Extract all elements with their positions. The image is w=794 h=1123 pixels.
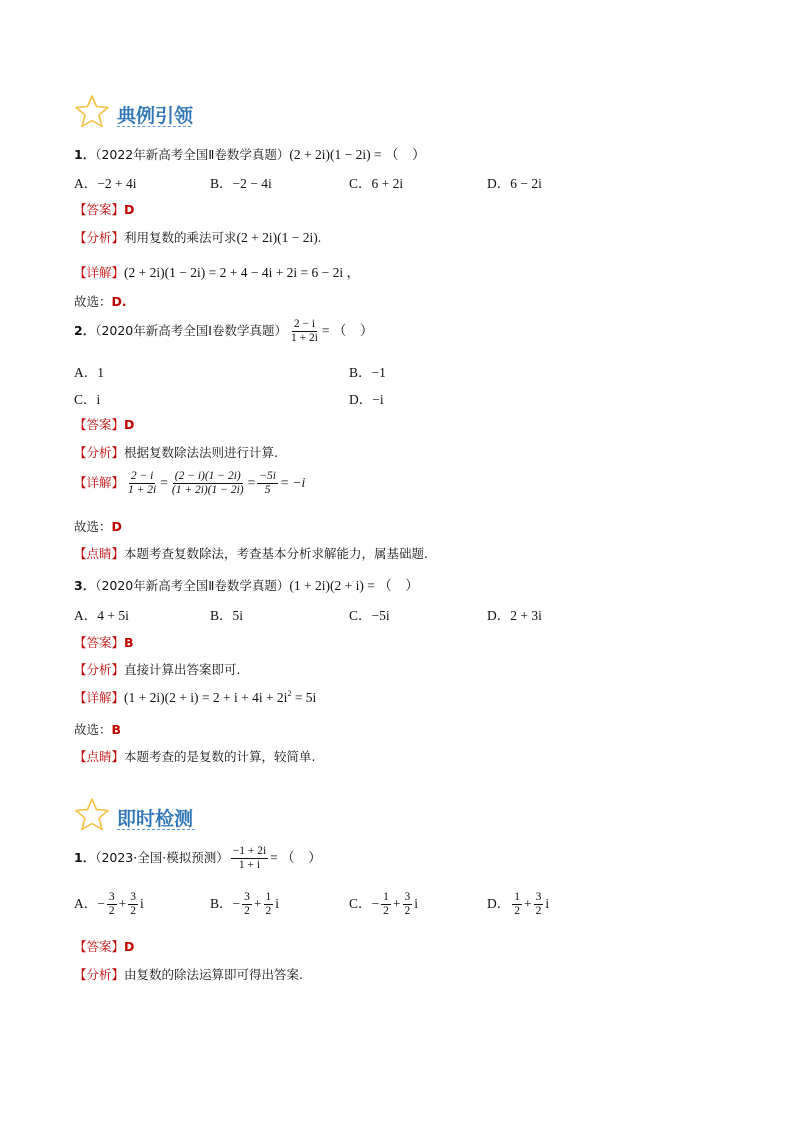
detail-label: 【详解】	[74, 265, 125, 280]
option-a: A．4 + 5i	[74, 608, 129, 623]
question-source: （2023·全国·模拟预测）	[95, 850, 229, 865]
answer-label: 【答案】	[74, 939, 125, 954]
option-fraction	[534, 891, 544, 918]
detail-line	[74, 688, 316, 706]
detail-math: (1 + 2i)(2 + i) = 2 + i + 4i + 2i	[124, 690, 288, 705]
choose-label: 故选：	[74, 519, 112, 534]
option-letter: D．	[487, 896, 511, 911]
answer-line	[74, 200, 134, 218]
question-3-stem	[74, 574, 419, 594]
option-sign: −	[371, 896, 380, 911]
comment-label: 【点睛】	[74, 749, 125, 764]
option-operator: +	[118, 896, 127, 911]
analysis-line	[74, 443, 278, 461]
answer-label: 【答案】	[74, 635, 125, 650]
option-b: B．5i	[210, 608, 244, 623]
detail-fraction-1	[126, 470, 158, 497]
analysis-text: 根据复数除法法则进行计算.	[124, 445, 278, 460]
option-c: C．i	[74, 392, 101, 407]
fraction-numerator: 3	[404, 891, 411, 903]
option-sign: −	[97, 896, 105, 911]
fraction-numerator: −5i	[259, 470, 276, 482]
option-d: D．2 + 3i	[487, 608, 542, 623]
option-c: C．6 + 2i	[349, 176, 404, 191]
fraction-numerator: (2 − i)(1 − 2i)	[174, 470, 241, 482]
option-a: A．−2 + 4i	[74, 176, 137, 191]
answer-value: B	[124, 635, 134, 650]
detail-exponent: 2	[287, 689, 292, 698]
analysis-label: 【分析】	[74, 230, 125, 245]
analysis-text: 直接计算出答案即可.	[124, 662, 241, 677]
option-operator: +	[392, 896, 401, 911]
option-d: D．6 − 2i	[487, 176, 542, 191]
comment-line	[74, 544, 428, 562]
option-d: D．−i	[349, 392, 384, 407]
analysis-label: 【分析】	[74, 662, 125, 677]
analysis-text: 由复数的除法运算即可得出答案.	[124, 967, 303, 982]
option-operator: +	[524, 896, 532, 911]
question-number: 3．	[74, 578, 96, 593]
question-fraction	[289, 318, 320, 345]
analysis-math: (2 + 2i)(1 − 2i).	[236, 230, 322, 245]
question-1-stem	[74, 143, 426, 163]
option-imag-unit: i	[275, 896, 280, 911]
detail-line: 【详解】 $\frac{2 - i}{1 + 2i}$ = $\frac{(2 - i)(1 - 2i)}{(1 + 2i)(1 - 2i)}$ = $\frac{-5i}{5}$ = −i	[74, 470, 306, 496]
fraction-denominator: 1 + i	[238, 859, 261, 871]
option-letter: C．	[349, 896, 372, 911]
detail-math: (2 + 2i)(1 − 2i) = 2 + 4 − 4i + 2i = 6 − 2i ，	[124, 265, 361, 280]
question-number: 1．	[74, 147, 96, 162]
analysis-label: 【分析】	[74, 445, 125, 460]
fraction-denominator: 2	[108, 905, 115, 917]
option-fraction	[107, 891, 117, 918]
comment-text: 本题考查的是复数的计算，较简单.	[124, 749, 316, 764]
fraction-denominator: 2	[383, 905, 389, 917]
choose-value: B	[111, 722, 122, 737]
option-fraction	[242, 891, 252, 918]
section-title-examples: 典例引领	[117, 105, 194, 127]
choose-line	[74, 720, 121, 738]
fraction-denominator: 2	[535, 905, 542, 917]
fraction-denominator: (1 + 2i)(1 − 2i)	[171, 484, 244, 496]
answer-value: D	[124, 939, 135, 954]
option-imag-unit: i	[414, 896, 419, 911]
choose-value: D	[111, 519, 122, 534]
fraction-denominator: 1 + 2i	[128, 484, 157, 496]
option-a	[74, 891, 144, 918]
option-fraction	[512, 891, 522, 918]
question-expression: (2 + 2i)(1 − 2i) = （ ）	[289, 147, 426, 162]
answer-line	[74, 633, 134, 651]
fraction-numerator: 2 − i	[293, 318, 316, 330]
question-tail: = （ ）	[321, 323, 374, 338]
answer-line	[74, 415, 134, 433]
detail-fraction-2	[170, 470, 246, 497]
fraction-denominator: 2	[514, 905, 520, 917]
answer-label: 【答案】	[74, 202, 125, 217]
fraction-denominator: 2	[130, 905, 136, 917]
answer-line	[74, 937, 134, 955]
detail-fraction-3	[257, 470, 278, 497]
analysis-label: 【分析】	[74, 967, 125, 982]
choose-value: D.	[111, 294, 127, 309]
practice-1-stem	[74, 845, 322, 872]
fraction-denominator: 1 + 2i	[290, 332, 318, 344]
fraction-numerator: 3	[535, 891, 542, 903]
fraction-denominator: 2	[404, 905, 411, 917]
section-underline	[117, 126, 191, 127]
section-underline	[117, 829, 195, 830]
analysis-line	[74, 660, 241, 678]
question-tail: = （ ）	[270, 850, 322, 865]
option-b	[210, 891, 279, 918]
comment-line	[74, 747, 316, 765]
question-number: 2．	[74, 323, 96, 338]
fraction-numerator: 3	[108, 891, 115, 903]
option-fraction	[381, 891, 391, 918]
detail-label: 【详解】	[74, 690, 125, 705]
fraction-numerator: 2 − i	[130, 470, 154, 482]
option-d	[487, 891, 549, 918]
star-icon	[74, 797, 110, 831]
analysis-text: 利用复数的乘法可求	[124, 230, 237, 245]
option-operator: +	[253, 896, 262, 911]
choose-label: 故选：	[74, 722, 112, 737]
fraction-denominator: 2	[244, 905, 250, 917]
fraction-numerator: 1	[265, 891, 272, 903]
option-imag-unit: i	[545, 896, 550, 911]
question-source: （2020年新高考全国Ⅰ卷数学真题）	[95, 323, 287, 338]
choose-line	[74, 292, 127, 310]
detail-result: = 5i	[291, 690, 317, 705]
detail-label: 【详解】	[74, 475, 125, 490]
option-fraction	[403, 891, 413, 918]
question-source: （2022年新高考全国Ⅱ卷数学真题）	[95, 147, 290, 162]
option-fraction	[264, 891, 274, 918]
analysis-line	[74, 965, 303, 983]
option-sign: −	[232, 896, 241, 911]
choose-line	[74, 517, 122, 535]
question-expression: (1 + 2i)(2 + i) = （ ）	[289, 578, 419, 593]
fraction-denominator: 5	[264, 484, 271, 496]
question-source: （2020年新高考全国Ⅱ卷数学真题）	[95, 578, 290, 593]
option-fraction	[128, 891, 138, 918]
star-icon	[74, 94, 110, 128]
fraction-denominator: 2	[265, 905, 272, 917]
comment-label: 【点睛】	[74, 546, 125, 561]
fraction-numerator: 1	[383, 891, 389, 903]
option-letter: A．	[74, 896, 98, 911]
option-b: B．−1	[349, 365, 386, 380]
option-imag-unit: i	[140, 896, 144, 911]
fraction-numerator: 3	[244, 891, 250, 903]
choose-label: 故选：	[74, 294, 112, 309]
analysis-line	[74, 228, 321, 246]
option-c: C．−5i	[349, 608, 390, 623]
detail-line	[74, 261, 360, 281]
option-letter: B．	[210, 896, 233, 911]
fraction-numerator: −1 + 2i	[232, 845, 267, 857]
question-2-stem	[74, 318, 373, 345]
question-number: 1．	[74, 850, 96, 865]
option-b: B．−2 − 4i	[210, 176, 272, 191]
answer-label: 【答案】	[74, 417, 125, 432]
option-a: A．1	[74, 365, 104, 380]
answer-value: D	[124, 202, 135, 217]
answer-value: D	[124, 417, 135, 432]
fraction-numerator: 3	[130, 891, 136, 903]
detail-result: = −i	[279, 475, 306, 490]
section-title-practice: 即时检测	[117, 808, 194, 830]
question-fraction	[231, 845, 268, 872]
option-c	[349, 891, 418, 918]
comment-text: 本题考查复数除法，考查基本分析求解能力，属基础题.	[124, 546, 428, 561]
fraction-numerator: 1	[514, 891, 520, 903]
